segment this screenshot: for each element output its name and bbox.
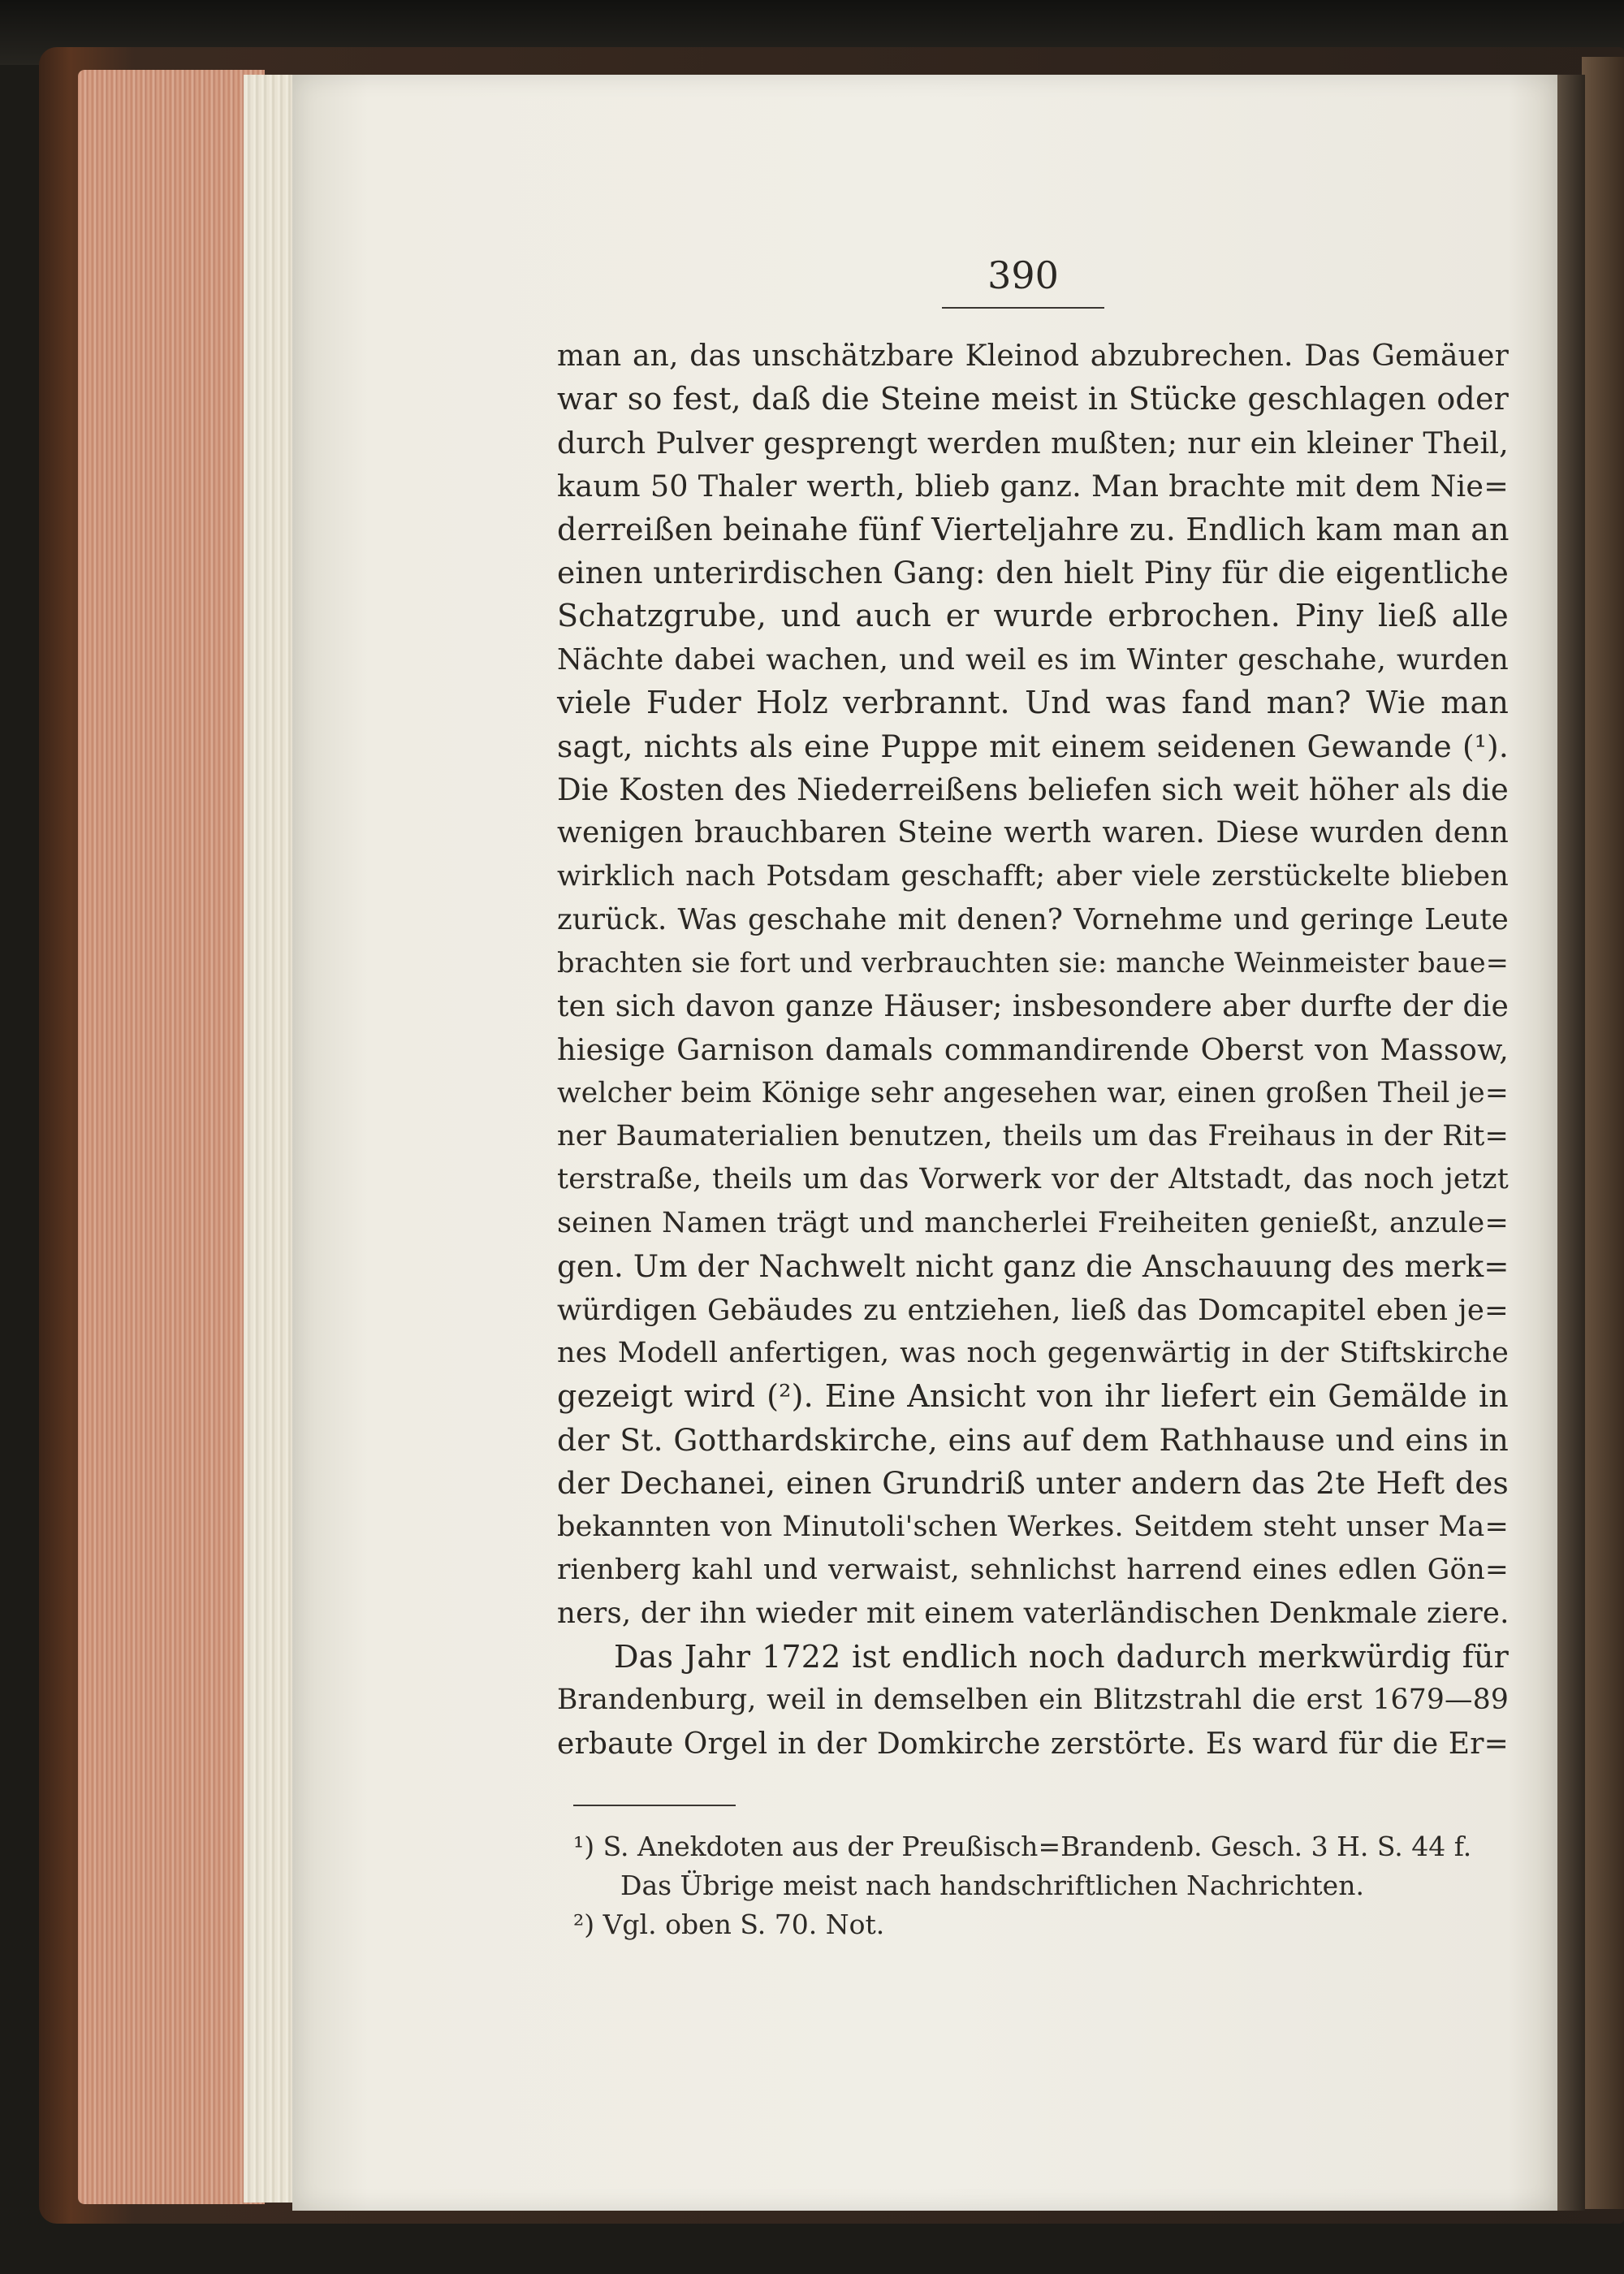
text-line: Nächte dabei wachen, und weil es im Winter geschahe, wurden [557,642,1509,677]
book-cover-right-edge [1582,57,1624,2209]
text-line: würdigen Gebäudes zu entziehen, ließ das Domcapitel eben je= [557,1293,1509,1327]
text-line: durch Pulver gesprengt werden mußten; nur ein kleiner Theil, [557,425,1509,460]
text-line: viele Fuder Holz verbrannt. Und was fand man? Wie man [557,685,1509,721]
body-text [557,335,1509,1766]
footnote-2: ²) Vgl. oben S. 70. Not. [573,1909,885,1940]
text-line: Das Jahr 1722 ist endlich noch dadurch merkwürdig für [614,1638,1509,1675]
text-line: Die Kosten des Niederreißens beliefen sich weit höher als die [557,772,1509,807]
text-line: sagt, nichts als eine Puppe mit einem seidenen Gewande (¹). [557,728,1509,764]
text-line: gen. Um der Nachwelt nicht ganz die Anschauung des merk= [557,1249,1510,1285]
page-number: 390 [987,253,1059,297]
text-line: ten sich davon ganze Häuser; insbesondere aber durfte der die [557,989,1509,1023]
footnotes [573,1827,1515,1944]
text-line: einen unterirdischen Gang: den hielt Piny für die eigentliche [557,554,1509,590]
text-line: man an, das unschätzbare Kleinod abzubrechen. Das Gemäuer [557,339,1509,373]
text-line: zurück. Was geschahe mit denen? Vornehme und geringe Leute [557,903,1509,937]
text-line: ner Baumaterialien benutzen, theils um das Freihaus in der Rit= [557,1120,1509,1153]
text-line: terstraße, theils um das Vorwerk vor der Altstadt, das noch jetzt [557,1163,1509,1196]
text-line: der St. Gotthardskirche, eins auf dem Rathhause und eins in [557,1421,1509,1458]
text-line: welcher beim Könige sehr angesehen war, einen großen Theil je= [557,1076,1509,1109]
text-line: wirklich nach Potsdam geschafft; aber viele zerstückelte blieben [557,859,1509,893]
text-line: Brandenburg, weil in demselben ein Blitzstrahl die erst 1679—89 [557,1684,1509,1717]
text-line: brachten sie fort und verbrauchten sie: manche Weinmeister baue= [557,947,1509,979]
text-line: derreißen beinahe fünf Vierteljahre zu. Endlich kam man an [557,511,1510,547]
footnote-1: ¹) S. Anekdoten aus der Preußisch=Brandenb. Gesch. 3 H. S. 44 f. [573,1831,1472,1862]
footnote-rule [573,1805,736,1806]
text-line: nes Modell anfertigen, was noch gegenwärtig in der Stiftskirche [557,1336,1509,1369]
page-number-rule [942,307,1104,309]
text-line: erbaute Orgel in der Domkirche zerstörte. Es ward für die Er= [557,1727,1509,1761]
text-line: Schatzgrube, und auch er wurde erbrochen. Piny ließ alle [557,598,1509,634]
text-line: hiesige Garnison damals commandirende Oberst von Massow, [557,1032,1509,1068]
text-line: der Dechanei, einen Grundriß unter andern das 2te Heft des [557,1465,1509,1502]
text-line: kaum 50 Thaler werth, blieb ganz. Man brachte mit dem Nie= [557,469,1509,504]
text-line: bekannten von Minutoli'schen Werkes. Seitdem steht unser Ma= [557,1510,1509,1543]
text-line: war so fest, daß die Steine meist in Stücke geschlagen oder [557,381,1509,417]
footnote-1-continuation: Das Übrige meist nach handschriftlichen Nachrichten. [620,1870,1364,1901]
text-line: gezeigt wird (²). Eine Ansicht von ihr liefert ein Gemälde in [557,1378,1509,1415]
page-edges [78,70,265,2204]
text-line: seinen Namen trägt und mancherlei Freiheiten genießt, anzule= [557,1206,1509,1239]
text-line: rienberg kahl und verwaist, sehnlichst harrend eines edlen Gön= [557,1553,1509,1586]
gutter-shadow [1557,75,1585,2211]
text-line: ners, der ihn wieder mit einem vaterländischen Denkmale ziere. [557,1597,1510,1631]
text-line: wenigen brauchbaren Steine werth waren. Diese wurden denn [557,816,1509,850]
